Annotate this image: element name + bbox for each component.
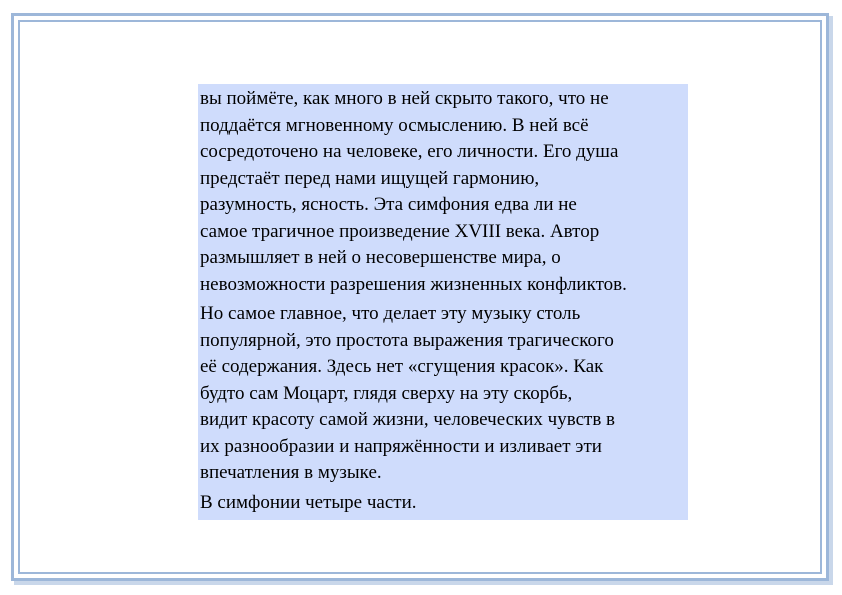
text-line: В симфонии четыре части. [200,491,417,513]
text-line: Но самое главное, что делает эту музыку столь [200,303,581,324]
text-line: самое трагичное произведение XVIII века. Автор [200,220,600,242]
text-block [198,84,688,520]
text-line: размышляет в ней о несовершенстве мира, о [200,247,561,268]
text-line: сосредоточено на человеке, его личности. Его душа [200,141,619,162]
text-line: популярной, это простота выражения трагического [200,329,614,351]
paragraph-3 [200,490,688,517]
paragraph-2 [200,301,688,487]
text-line: невозможности разрешения жизненных конфликтов. [200,273,627,295]
frame-shadow-right [829,16,833,584]
frame-shadow-bottom [14,581,833,585]
text-line: её содержания. Здесь нет «сгущения красок». Как [200,356,604,377]
text-line: будто сам Моцарт, глядя сверху на эту скорбь, [200,382,573,404]
paragraph-1 [200,86,688,298]
text-line: видит красоту самой жизни, человеческих чувств в [200,409,616,430]
text-line: вы поймёте, как много в ней скрыто такого, что не [200,88,609,109]
text-line: разумность, ясность. Эта симфония едва ли не [200,194,577,215]
text-line: поддаётся мгновенному осмыслению. В ней всё [200,114,589,136]
text-line: предстаёт перед нами ищущей гармонию, [200,167,540,189]
text-line: их разнообразии и напряжённости и изливает эти [200,435,602,457]
text-line: впечатления в музыке. [200,462,382,483]
